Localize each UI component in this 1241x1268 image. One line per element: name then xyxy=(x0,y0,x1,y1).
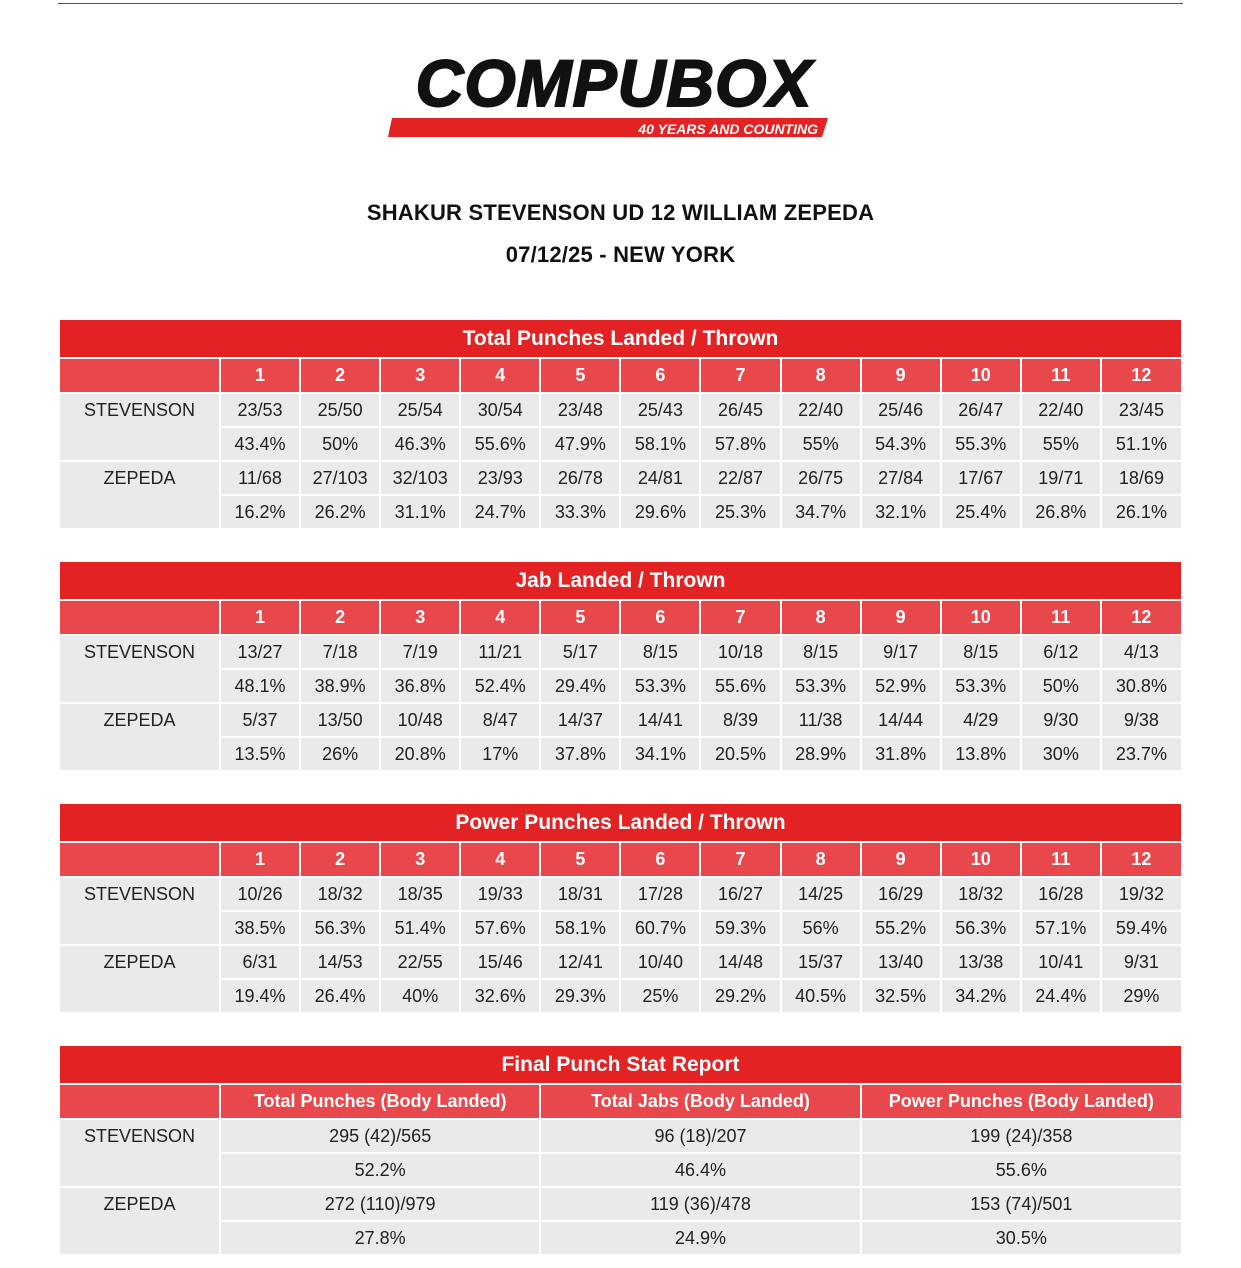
round-number: 9 xyxy=(861,600,941,635)
percent-cell: 28.9% xyxy=(781,737,861,770)
fighter-counts-row xyxy=(60,635,1181,669)
compubox-logo xyxy=(388,50,840,140)
percent-cell: 26.8% xyxy=(1021,495,1101,528)
round-number: 7 xyxy=(700,600,780,635)
landed-thrown-cell: 23/53 xyxy=(220,393,300,427)
landed-thrown-cell: 11/68 xyxy=(220,461,300,495)
round-number: 9 xyxy=(861,358,941,393)
landed-thrown-cell: 17/28 xyxy=(620,877,700,911)
fighter-counts-row xyxy=(60,945,1181,979)
landed-thrown-cell: 10/41 xyxy=(1021,945,1101,979)
percent-cell: 32.6% xyxy=(460,979,540,1012)
round-number: 10 xyxy=(941,600,1021,635)
header-blank xyxy=(60,842,220,877)
percent-cell: 33.3% xyxy=(540,495,620,528)
landed-thrown-cell: 23/93 xyxy=(460,461,540,495)
percent-cell: 30% xyxy=(1021,737,1101,770)
percent-cell: 55.3% xyxy=(941,427,1021,461)
landed-thrown-cell: 7/19 xyxy=(380,635,460,669)
percent-cell: 48.1% xyxy=(220,669,300,703)
landed-thrown-cell: 9/17 xyxy=(861,635,941,669)
percent-cell: 38.9% xyxy=(300,669,380,703)
landed-thrown-cell: 14/53 xyxy=(300,945,380,979)
fighter-name: ZEPEDA xyxy=(60,1187,220,1254)
landed-thrown-cell: 19/71 xyxy=(1021,461,1101,495)
section-header-row xyxy=(60,804,1181,842)
fighter-percent-row xyxy=(60,495,1181,528)
landed-thrown-cell: 14/48 xyxy=(700,945,780,979)
percent-cell: 55.6% xyxy=(700,669,780,703)
fight-date-location: 07/12/25 - NEW YORK xyxy=(505,242,736,267)
round-number: 11 xyxy=(1021,842,1101,877)
percent-cell: 13.5% xyxy=(220,737,300,770)
landed-thrown-cell: 4/13 xyxy=(1101,635,1181,669)
landed-thrown-cell: 10/40 xyxy=(620,945,700,979)
power-punches-table xyxy=(60,804,1181,1012)
fighter-counts-row xyxy=(60,1187,1181,1221)
percent-cell: 59.3% xyxy=(700,911,780,945)
jab-table xyxy=(60,562,1181,770)
landed-thrown-cell: 119 (36)/478 xyxy=(540,1187,860,1221)
landed-thrown-cell: 24/81 xyxy=(620,461,700,495)
column-header: Total Jabs (Body Landed) xyxy=(540,1084,860,1119)
fighter-percent-row xyxy=(60,427,1181,461)
percent-cell: 46.3% xyxy=(380,427,460,461)
landed-thrown-cell: 14/41 xyxy=(620,703,700,737)
percent-cell: 30.8% xyxy=(1101,669,1181,703)
round-number: 3 xyxy=(380,842,460,877)
landed-thrown-cell: 25/50 xyxy=(300,393,380,427)
percent-cell: 50% xyxy=(300,427,380,461)
percent-cell: 25% xyxy=(620,979,700,1012)
fighter-counts-row xyxy=(60,461,1181,495)
fighter-name: STEVENSON xyxy=(60,635,220,703)
round-number: 6 xyxy=(620,600,700,635)
percent-cell: 34.1% xyxy=(620,737,700,770)
percent-cell: 57.6% xyxy=(460,911,540,945)
percent-cell: 52.9% xyxy=(861,669,941,703)
round-number: 6 xyxy=(620,842,700,877)
percent-cell: 29.3% xyxy=(540,979,620,1012)
landed-thrown-cell: 23/45 xyxy=(1101,393,1181,427)
landed-thrown-cell: 27/103 xyxy=(300,461,380,495)
landed-thrown-cell: 18/35 xyxy=(380,877,460,911)
landed-thrown-cell: 8/15 xyxy=(781,635,861,669)
landed-thrown-cell: 14/44 xyxy=(861,703,941,737)
landed-thrown-cell: 11/38 xyxy=(781,703,861,737)
columns-header-row xyxy=(60,1084,1181,1119)
percent-cell: 40% xyxy=(380,979,460,1012)
landed-thrown-cell: 18/32 xyxy=(300,877,380,911)
fighter-percent-row xyxy=(60,1153,1181,1187)
percent-cell: 56.3% xyxy=(300,911,380,945)
percent-cell: 55% xyxy=(781,427,861,461)
percent-cell: 37.8% xyxy=(540,737,620,770)
percent-cell: 19.4% xyxy=(220,979,300,1012)
landed-thrown-cell: 26/75 xyxy=(781,461,861,495)
percent-cell: 36.8% xyxy=(380,669,460,703)
section-header-row xyxy=(60,562,1181,600)
landed-thrown-cell: 22/55 xyxy=(380,945,460,979)
percent-cell: 58.1% xyxy=(540,911,620,945)
landed-thrown-cell: 25/54 xyxy=(380,393,460,427)
round-number: 4 xyxy=(460,358,540,393)
top-rule xyxy=(58,3,1183,4)
percent-cell: 24.7% xyxy=(460,495,540,528)
round-number: 1 xyxy=(220,600,300,635)
landed-thrown-cell: 14/25 xyxy=(781,877,861,911)
round-number: 5 xyxy=(540,600,620,635)
logo-brand: COMPUBOX xyxy=(415,50,813,120)
percent-cell: 40.5% xyxy=(781,979,861,1012)
landed-thrown-cell: 6/12 xyxy=(1021,635,1101,669)
landed-thrown-cell: 27/84 xyxy=(861,461,941,495)
fighter-name: ZEPEDA xyxy=(60,703,220,770)
column-header: Power Punches (Body Landed) xyxy=(861,1084,1181,1119)
percent-cell: 29.6% xyxy=(620,495,700,528)
landed-thrown-cell: 16/28 xyxy=(1021,877,1101,911)
landed-thrown-cell: 18/31 xyxy=(540,877,620,911)
landed-thrown-cell: 13/38 xyxy=(941,945,1021,979)
fighter-name: ZEPEDA xyxy=(60,945,220,1012)
section-title: Final Punch Stat Report xyxy=(60,1046,1181,1084)
fighter-name: STEVENSON xyxy=(60,877,220,945)
fighter-percent-row xyxy=(60,669,1181,703)
landed-thrown-cell: 10/26 xyxy=(220,877,300,911)
landed-thrown-cell: 17/67 xyxy=(941,461,1021,495)
landed-thrown-cell: 8/47 xyxy=(460,703,540,737)
round-number: 4 xyxy=(460,842,540,877)
landed-thrown-cell: 295 (42)/565 xyxy=(220,1119,540,1153)
percent-cell: 29.2% xyxy=(700,979,780,1012)
percent-cell: 43.4% xyxy=(220,427,300,461)
percent-cell: 50% xyxy=(1021,669,1101,703)
percent-cell: 29.4% xyxy=(540,669,620,703)
percent-cell: 54.3% xyxy=(861,427,941,461)
round-number: 2 xyxy=(300,358,380,393)
percent-cell: 53.3% xyxy=(620,669,700,703)
round-number: 4 xyxy=(460,600,540,635)
percent-cell: 53.3% xyxy=(941,669,1021,703)
percent-cell: 27.8% xyxy=(220,1221,540,1254)
landed-thrown-cell: 9/30 xyxy=(1021,703,1101,737)
percent-cell: 46.4% xyxy=(540,1153,860,1187)
landed-thrown-cell: 13/40 xyxy=(861,945,941,979)
percent-cell: 53.3% xyxy=(781,669,861,703)
section-header-row xyxy=(60,1046,1181,1084)
fighter-counts-row xyxy=(60,703,1181,737)
landed-thrown-cell: 19/32 xyxy=(1101,877,1181,911)
percent-cell: 57.8% xyxy=(700,427,780,461)
landed-thrown-cell: 5/37 xyxy=(220,703,300,737)
percent-cell: 59.4% xyxy=(1101,911,1181,945)
landed-thrown-cell: 9/38 xyxy=(1101,703,1181,737)
percent-cell: 30.5% xyxy=(861,1221,1181,1254)
percent-cell: 24.9% xyxy=(540,1221,860,1254)
landed-thrown-cell: 199 (24)/358 xyxy=(861,1119,1181,1153)
landed-thrown-cell: 13/50 xyxy=(300,703,380,737)
landed-thrown-cell: 22/40 xyxy=(1021,393,1101,427)
landed-thrown-cell: 16/29 xyxy=(861,877,941,911)
fighter-percent-row xyxy=(60,911,1181,945)
total-punches-table xyxy=(60,320,1181,528)
fighter-name: STEVENSON xyxy=(60,393,220,461)
percent-cell: 25.3% xyxy=(700,495,780,528)
header-blank xyxy=(60,1084,220,1119)
round-number: 3 xyxy=(380,358,460,393)
percent-cell: 26.1% xyxy=(1101,495,1181,528)
landed-thrown-cell: 9/31 xyxy=(1101,945,1181,979)
round-number: 12 xyxy=(1101,600,1181,635)
percent-cell: 20.8% xyxy=(380,737,460,770)
section-title: Power Punches Landed / Thrown xyxy=(60,804,1181,842)
round-number: 1 xyxy=(220,842,300,877)
landed-thrown-cell: 26/47 xyxy=(941,393,1021,427)
round-number: 11 xyxy=(1021,600,1101,635)
percent-cell: 58.1% xyxy=(620,427,700,461)
percent-cell: 55.6% xyxy=(460,427,540,461)
landed-thrown-cell: 8/39 xyxy=(700,703,780,737)
landed-thrown-cell: 272 (110)/979 xyxy=(220,1187,540,1221)
percent-cell: 56.3% xyxy=(941,911,1021,945)
percent-cell: 55.2% xyxy=(861,911,941,945)
percent-cell: 26.4% xyxy=(300,979,380,1012)
fighter-name: ZEPEDA xyxy=(60,461,220,528)
landed-thrown-cell: 15/46 xyxy=(460,945,540,979)
landed-thrown-cell: 6/31 xyxy=(220,945,300,979)
landed-thrown-cell: 15/37 xyxy=(781,945,861,979)
section-title: Jab Landed / Thrown xyxy=(60,562,1181,600)
percent-cell: 29% xyxy=(1101,979,1181,1012)
landed-thrown-cell: 22/87 xyxy=(700,461,780,495)
percent-cell: 26.2% xyxy=(300,495,380,528)
landed-thrown-cell: 5/17 xyxy=(540,635,620,669)
round-number: 9 xyxy=(861,842,941,877)
landed-thrown-cell: 16/27 xyxy=(700,877,780,911)
round-number: 8 xyxy=(781,842,861,877)
percent-cell: 47.9% xyxy=(540,427,620,461)
percent-cell: 26% xyxy=(300,737,380,770)
landed-thrown-cell: 14/37 xyxy=(540,703,620,737)
percent-cell: 51.1% xyxy=(1101,427,1181,461)
percent-cell: 20.5% xyxy=(700,737,780,770)
landed-thrown-cell: 12/41 xyxy=(540,945,620,979)
percent-cell: 23.7% xyxy=(1101,737,1181,770)
fighter-counts-row xyxy=(60,1119,1181,1153)
fight-title: SHAKUR STEVENSON UD 12 WILLIAM ZEPEDA xyxy=(366,200,875,225)
round-number: 2 xyxy=(300,842,380,877)
percent-cell: 32.1% xyxy=(861,495,941,528)
landed-thrown-cell: 32/103 xyxy=(380,461,460,495)
fighter-percent-row xyxy=(60,737,1181,770)
landed-thrown-cell: 26/78 xyxy=(540,461,620,495)
percent-cell: 34.7% xyxy=(781,495,861,528)
logo-tagline: 40 YEARS AND COUNTING xyxy=(638,121,818,137)
percent-cell: 38.5% xyxy=(220,911,300,945)
round-number: 7 xyxy=(700,842,780,877)
landed-thrown-cell: 11/21 xyxy=(460,635,540,669)
percent-cell: 32.5% xyxy=(861,979,941,1012)
round-number: 5 xyxy=(540,842,620,877)
round-number: 5 xyxy=(540,358,620,393)
percent-cell: 31.8% xyxy=(861,737,941,770)
column-header: Total Punches (Body Landed) xyxy=(220,1084,540,1119)
rounds-header-row xyxy=(60,600,1181,635)
percent-cell: 55.6% xyxy=(861,1153,1181,1187)
round-number: 6 xyxy=(620,358,700,393)
fighter-percent-row xyxy=(60,1221,1181,1254)
percent-cell: 52.4% xyxy=(460,669,540,703)
section-header-row xyxy=(60,320,1181,358)
round-number: 8 xyxy=(781,358,861,393)
round-number: 2 xyxy=(300,600,380,635)
round-number: 8 xyxy=(781,600,861,635)
landed-thrown-cell: 18/32 xyxy=(941,877,1021,911)
round-number: 10 xyxy=(941,358,1021,393)
round-number: 12 xyxy=(1101,842,1181,877)
round-number: 12 xyxy=(1101,358,1181,393)
fighter-counts-row xyxy=(60,393,1181,427)
percent-cell: 31.1% xyxy=(380,495,460,528)
landed-thrown-cell: 4/29 xyxy=(941,703,1021,737)
landed-thrown-cell: 22/40 xyxy=(781,393,861,427)
round-number: 1 xyxy=(220,358,300,393)
final-report-table xyxy=(60,1046,1181,1254)
percent-cell: 24.4% xyxy=(1021,979,1101,1012)
landed-thrown-cell: 26/45 xyxy=(700,393,780,427)
landed-thrown-cell: 25/46 xyxy=(861,393,941,427)
percent-cell: 34.2% xyxy=(941,979,1021,1012)
percent-cell: 57.1% xyxy=(1021,911,1101,945)
landed-thrown-cell: 19/33 xyxy=(460,877,540,911)
percent-cell: 13.8% xyxy=(941,737,1021,770)
percent-cell: 51.4% xyxy=(380,911,460,945)
landed-thrown-cell: 96 (18)/207 xyxy=(540,1119,860,1153)
fighter-percent-row xyxy=(60,979,1181,1012)
fighter-name: STEVENSON xyxy=(60,1119,220,1187)
percent-cell: 55% xyxy=(1021,427,1101,461)
round-number: 7 xyxy=(700,358,780,393)
landed-thrown-cell: 30/54 xyxy=(460,393,540,427)
landed-thrown-cell: 13/27 xyxy=(220,635,300,669)
landed-thrown-cell: 23/48 xyxy=(540,393,620,427)
percent-cell: 56% xyxy=(781,911,861,945)
landed-thrown-cell: 10/48 xyxy=(380,703,460,737)
header-blank xyxy=(60,358,220,393)
round-number: 11 xyxy=(1021,358,1101,393)
percent-cell: 52.2% xyxy=(220,1153,540,1187)
fighter-counts-row xyxy=(60,877,1181,911)
round-number: 3 xyxy=(380,600,460,635)
landed-thrown-cell: 18/69 xyxy=(1101,461,1181,495)
landed-thrown-cell: 25/43 xyxy=(620,393,700,427)
landed-thrown-cell: 7/18 xyxy=(300,635,380,669)
percent-cell: 17% xyxy=(460,737,540,770)
rounds-header-row xyxy=(60,842,1181,877)
percent-cell: 60.7% xyxy=(620,911,700,945)
rounds-header-row xyxy=(60,358,1181,393)
landed-thrown-cell: 153 (74)/501 xyxy=(861,1187,1181,1221)
round-number: 10 xyxy=(941,842,1021,877)
landed-thrown-cell: 10/18 xyxy=(700,635,780,669)
header-blank xyxy=(60,600,220,635)
landed-thrown-cell: 8/15 xyxy=(941,635,1021,669)
percent-cell: 25.4% xyxy=(941,495,1021,528)
section-title: Total Punches Landed / Thrown xyxy=(60,320,1181,358)
landed-thrown-cell: 8/15 xyxy=(620,635,700,669)
percent-cell: 16.2% xyxy=(220,495,300,528)
